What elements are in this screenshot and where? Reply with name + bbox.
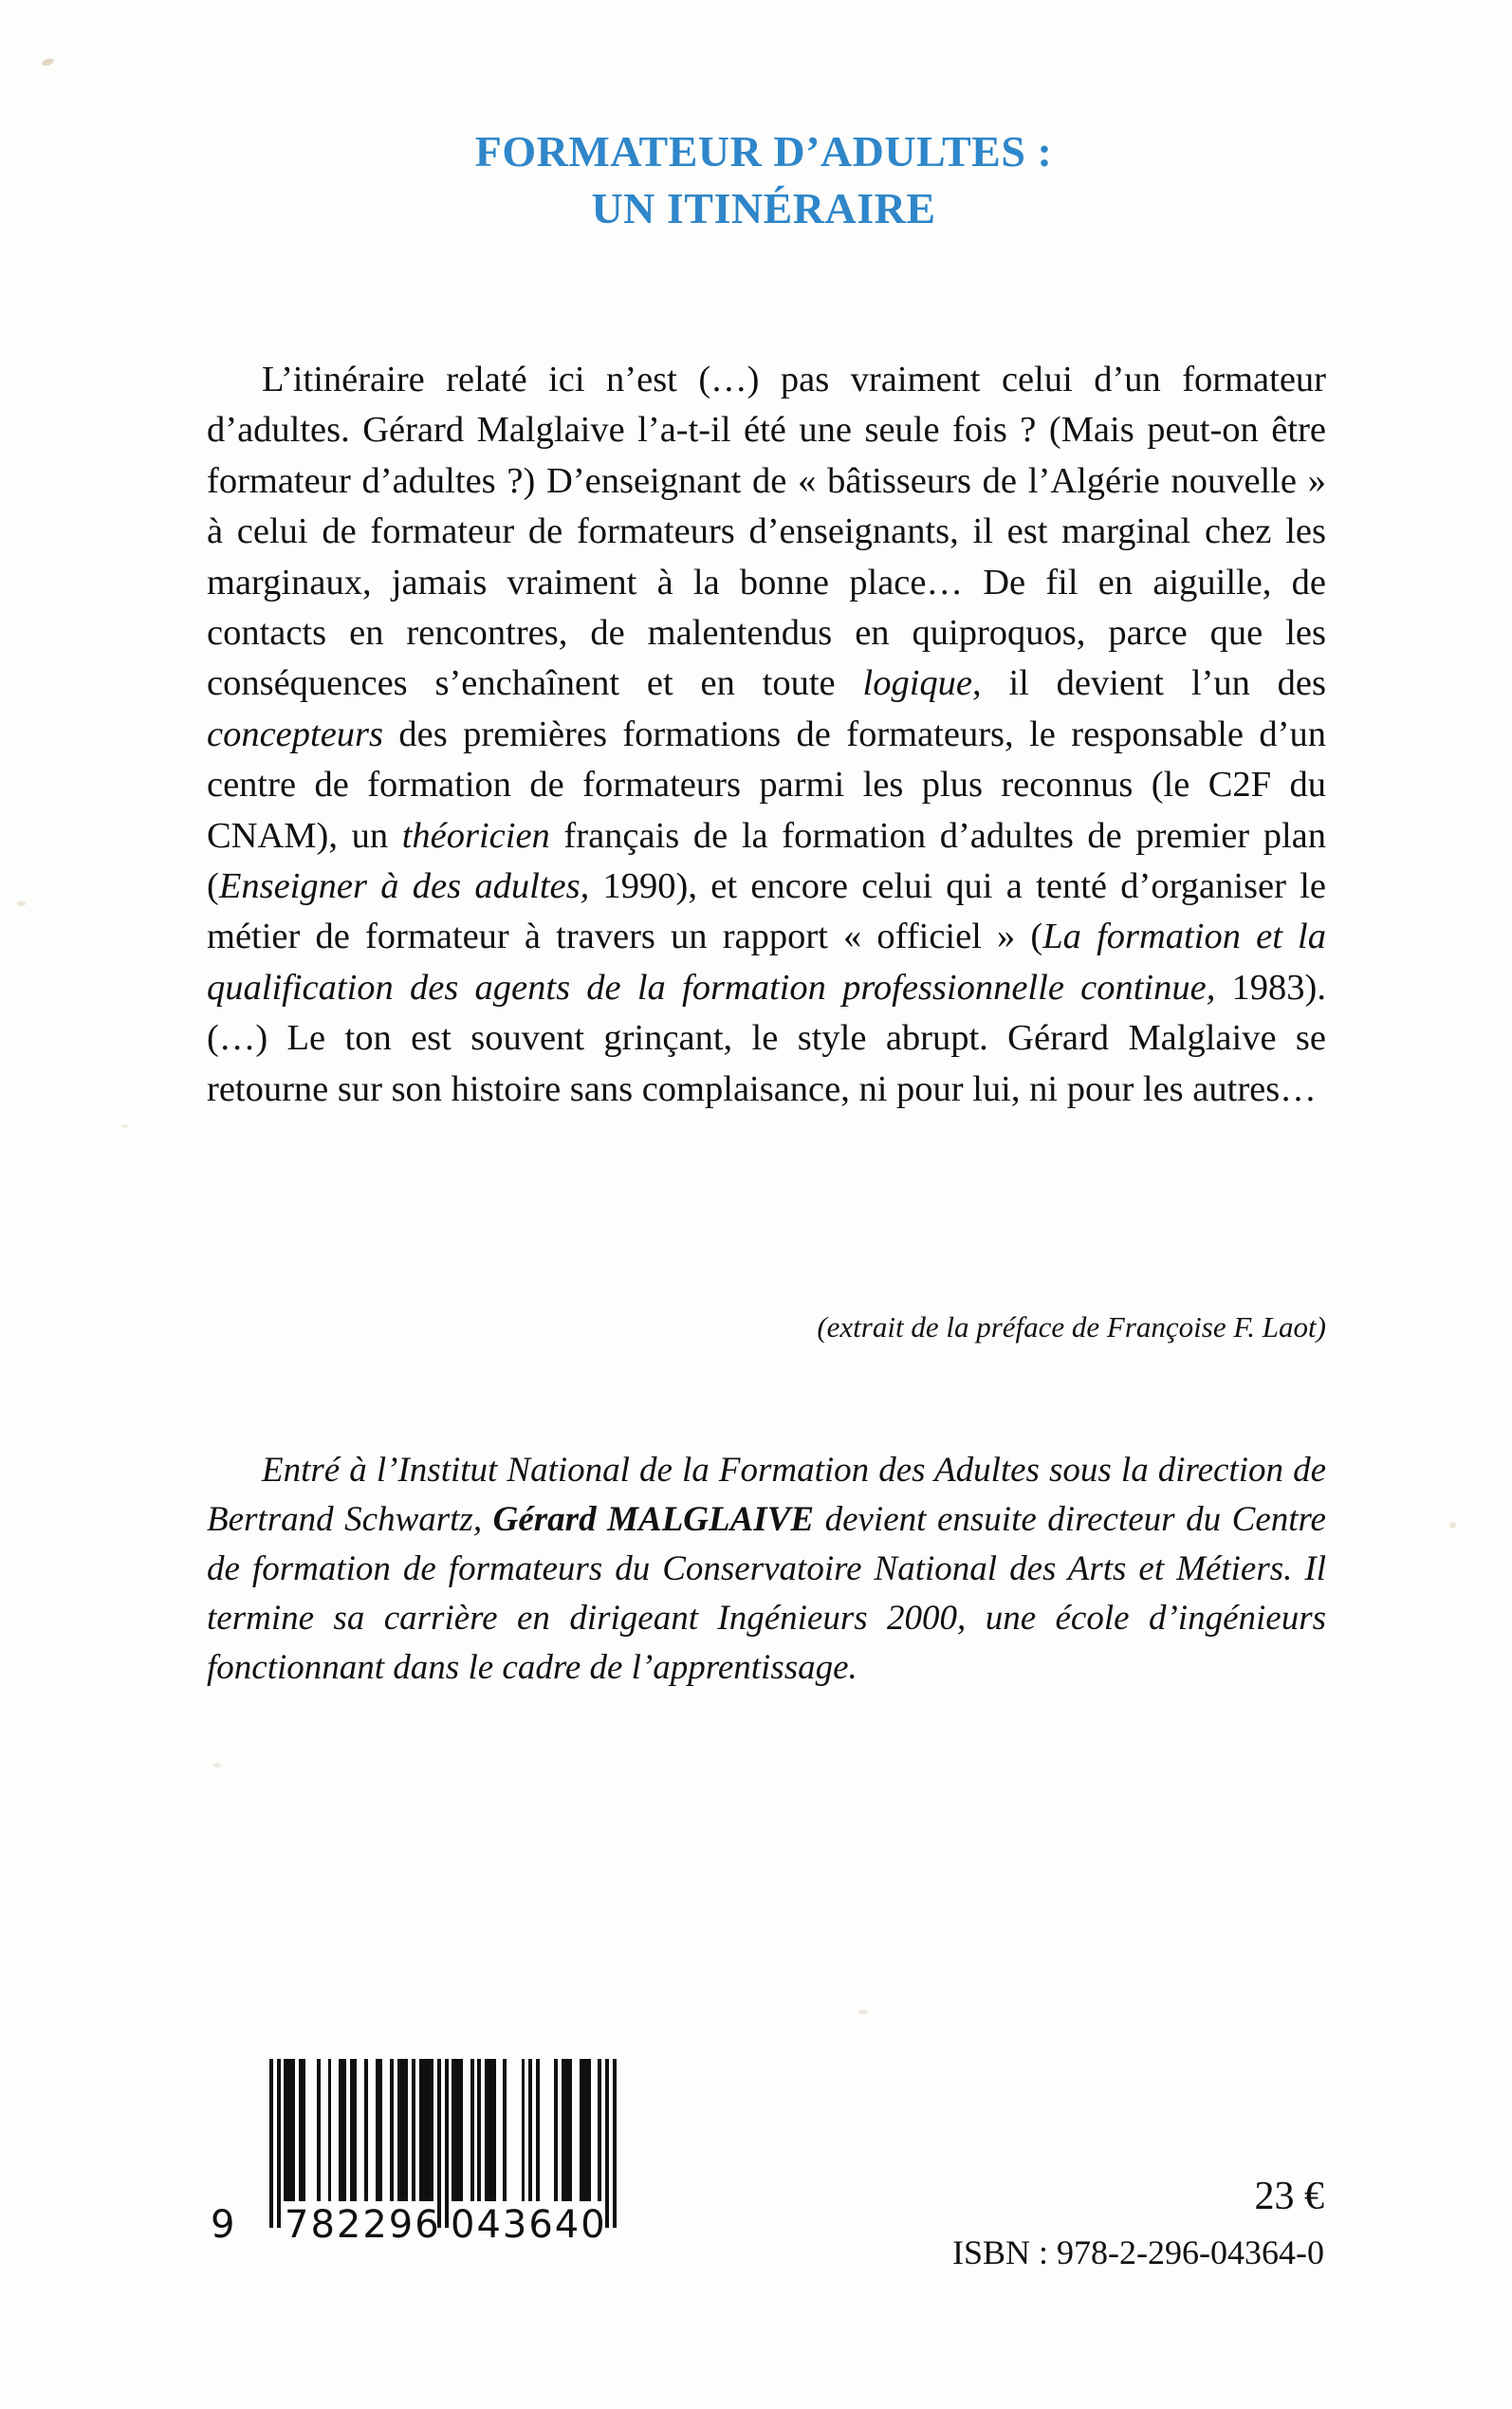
barcode-bar	[485, 2059, 496, 2201]
barcode-digit-group-mid: 782296	[285, 2203, 441, 2247]
barcode-bars	[269, 2059, 617, 2201]
barcode-digits	[211, 2201, 628, 2247]
price-label: 23 €	[1254, 2175, 1324, 2218]
scan-artifact-speck	[17, 901, 26, 906]
barcode-bar	[572, 2059, 580, 2201]
bio-text-run-1: Gérard MALGLAIVE	[492, 1500, 815, 1539]
barcode-bar	[305, 2059, 317, 2201]
scan-artifact-speck	[121, 1124, 128, 1128]
barcode-bar	[331, 2059, 339, 2201]
barcode-bar	[299, 2059, 306, 2201]
preface-text-run-4: des premières formations de formateurs, le responsable d’un centre de formation de formateurs parmi les plus reconnus (le C2F du CNAM), un	[207, 713, 1326, 856]
scan-artifact-speck	[858, 2010, 868, 2014]
scan-artifact-speck	[41, 57, 55, 67]
barcode-bar	[419, 2059, 433, 2201]
bio-text-run-2: devient ensuite directeur du Centre de formation de formateurs du Conservatoire National des Arts et Métiers. Il termine sa carrière en dirigeant Ingénieurs 2000, une école d’ingénieurs fonctionnant dans le cadre de l’apprentissage.	[207, 1500, 1326, 1687]
preface-text-run-9: La formation et la qualification des agents de la formation professionnelle continue,	[207, 917, 1326, 1008]
barcode-bar	[284, 2059, 295, 2201]
barcode-bar	[382, 2059, 390, 2201]
barcode-bar	[591, 2059, 599, 2201]
barcode-bar	[452, 2059, 463, 2201]
author-biography	[207, 1446, 1326, 1693]
preface-text-run-6: français de la formation d’adultes de premier plan (	[207, 815, 1327, 907]
book-title-line-2: UN ITINÉRAIRE	[591, 183, 936, 232]
book-title	[204, 123, 1323, 237]
barcode-bar	[368, 2059, 376, 2201]
barcode-bar	[339, 2059, 346, 2201]
preface-text-run-5: théoricien	[401, 815, 550, 856]
barcode-bar	[397, 2059, 409, 2201]
preface-text-run-3: concepteurs	[207, 713, 384, 754]
barcode-bar	[540, 2059, 554, 2201]
barcode-digit-group-right: 043640	[451, 2203, 607, 2247]
barcode-bar	[562, 2059, 573, 2201]
preface-text-run-2: , il devient l’un des	[971, 663, 1327, 704]
barcode-bar	[507, 2059, 521, 2201]
barcode-bar	[357, 2059, 364, 2201]
preface-text-run-10: 1983). (…) Le ton est souvent grinçant, le style abrupt. Gérard Malglaive se retourne sur son histoire sans complaisance, ni pour lui, ni pour les autres…	[207, 967, 1326, 1109]
book-title-line-1: FORMATEUR D’ADULTES :	[474, 127, 1053, 176]
barcode	[211, 2059, 628, 2249]
barcode-digit-group-left: 9	[211, 2203, 237, 2247]
barcode-bar	[321, 2059, 328, 2201]
preface-text-run-8: 1990), et encore celui qui a tenté d’organiser le métier de formateur à travers un rapport « officiel » (	[207, 866, 1326, 957]
barcode-bar	[350, 2059, 358, 2201]
barcode-bar	[376, 2059, 383, 2201]
preface-excerpt	[207, 355, 1326, 1115]
barcode-bar	[580, 2059, 591, 2201]
scan-artifact-speck	[1449, 1522, 1456, 1529]
preface-attribution: (extrait de la préface de Françoise F. Laot)	[817, 1310, 1326, 1343]
preface-text-run-7: Enseigner à des adultes,	[218, 866, 590, 907]
preface-text-run-0: L’itinéraire relaté ici n’est (…) pas vraiment celui d’un formateur d’adultes. Gérard Malglaive l’a-t-il été une seule fois ? (Mais peut-on être formateur d’adultes ?) D’enseignant de « bâtisseurs de l’Algérie nouvelle » à celui de formateur de formateurs d’enseignants, il est marginal chez les marginaux, jamais vraiment à la bonne place… De fil en aiguille, de contacts en rencontres, de malentendus en quiproquos, parce que les conséquences s’enchaînent et en toute	[207, 360, 1326, 704]
isbn-label: ISBN : 978-2-296-04364-0	[952, 2233, 1324, 2271]
scan-artifact-speck	[213, 1763, 221, 1768]
preface-text-run-1: logique	[862, 663, 972, 704]
barcode-bar	[463, 2059, 470, 2201]
bio-text-run-0: Entré à l’Institut National de la Formation des Adultes sous la direction de Bertrand Schwartz,	[207, 1451, 1326, 1539]
barcode-bar	[496, 2059, 504, 2201]
